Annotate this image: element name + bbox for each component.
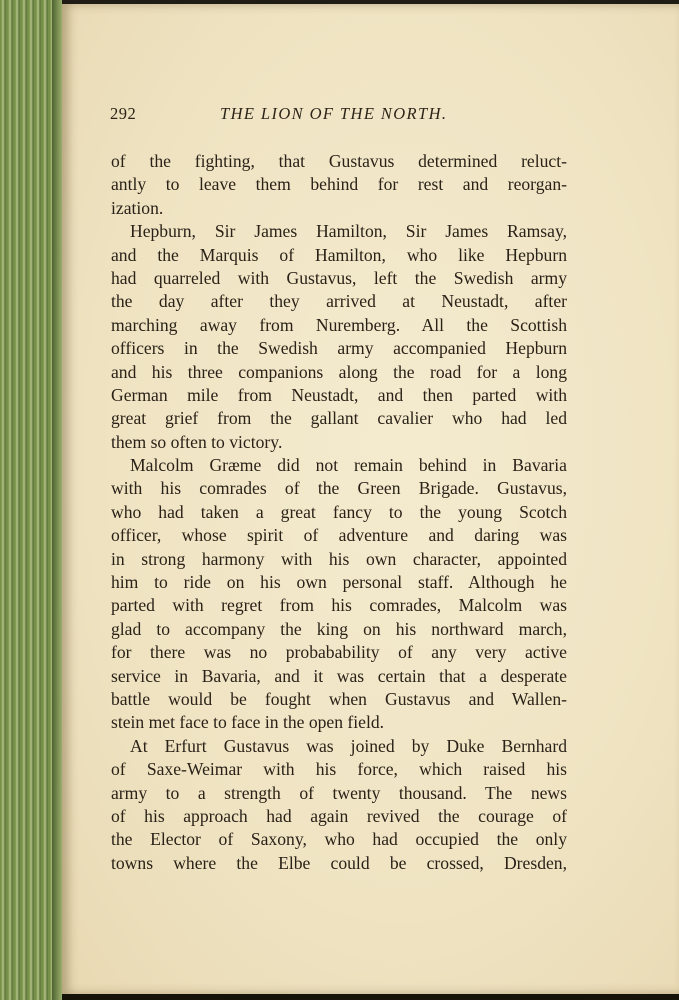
text-line: and the Marquis of Hamilton, who like Hepburn [111, 244, 567, 265]
running-title: THE LION OF THE NORTH. [220, 104, 448, 123]
text-line: great grief from the gallant cavalier who had led [111, 408, 567, 429]
text-line: ization. [111, 197, 164, 218]
page-edge-stack [0, 0, 62, 1000]
text-line: him to ride on his own personal staff. Although he [111, 572, 567, 593]
text-line: who had taken a great fancy to the young Scotch [111, 501, 567, 522]
text-line: with his comrades of the Green Brigade. Gustavus, [111, 478, 567, 499]
text-line: of the fighting, that Gustavus determined reluct- [111, 151, 567, 171]
text-line: service in Bavaria, and it was certain that a desperate [111, 665, 567, 686]
text-line: the day after they arrived at Neustadt, after [111, 291, 567, 312]
paragraph-first-line: Hepburn, Sir James Hamilton, Sir James Ramsay, [130, 221, 567, 242]
paragraph-first-line: At Erfurt Gustavus was joined by Duke Bernhard [130, 735, 567, 756]
text-line: antly to leave them behind for rest and reorgan- [111, 174, 567, 195]
text-line: parted with regret from his comrades, Malcolm was [111, 595, 567, 616]
page-bottom-shadow [62, 994, 679, 1000]
body-text [111, 150, 567, 875]
text-line: officers in the Swedish army accompanied Hepburn [111, 338, 567, 359]
text-line: battle would be fought when Gustavus and Wallen- [111, 688, 567, 709]
text-line: army to a strength of twenty thousand. The news [111, 782, 567, 803]
text-line: the Elector of Saxony, who had occupied the only [111, 829, 567, 850]
text-line: towns where the Elbe could be crossed, Dresden, [111, 852, 567, 873]
paragraph-first-line: Malcolm Græme did not remain behind in Bavaria [130, 455, 567, 476]
text-line: of his approach had again revived the courage of [111, 805, 567, 826]
text-line: had quarreled with Gustavus, left the Swedish army [111, 267, 567, 288]
text-line: in strong harmony with his own character, appointed [111, 548, 567, 569]
page-number: 292 [110, 104, 137, 123]
text-line: marching away from Nuremberg. All the Scottish [111, 314, 567, 335]
text-line: for there was no probabability of any very active [111, 642, 567, 663]
text-line: and his three companions along the road for a long [111, 361, 567, 382]
text-line: stein met face to face in the open field. [111, 712, 385, 733]
text-line: officer, whose spirit of adventure and daring was [111, 525, 567, 546]
text-line: them so often to victory. [111, 431, 283, 452]
text-line: of Saxe-Weimar with his force, which raised his [111, 759, 567, 780]
text-line: German mile from Neustadt, and then parted with [111, 384, 567, 405]
text-line: glad to accompany the king on his northward march, [111, 618, 567, 639]
